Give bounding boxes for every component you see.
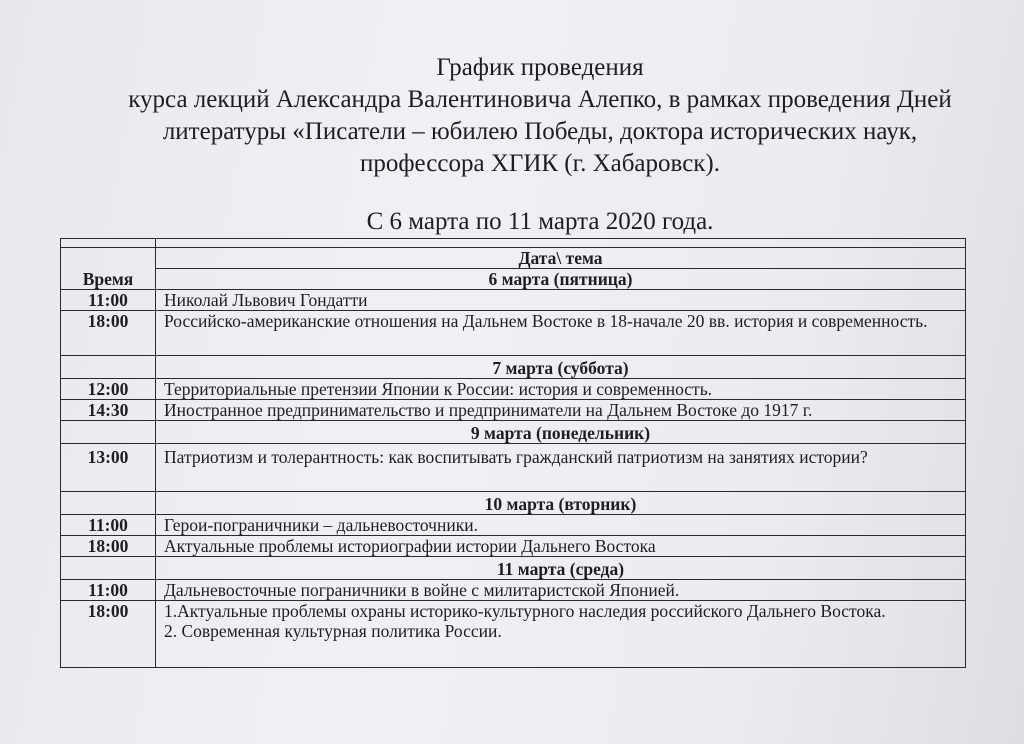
lecture-time: 11:00 (61, 290, 156, 311)
document-header (60, 52, 1020, 238)
lecture-topic: Иностранное предпринимательство и предприниматели на Дальнем Востоке до 1917 г. (156, 400, 966, 421)
table-row (61, 601, 966, 668)
table-row (61, 379, 966, 400)
empty-cell (61, 356, 156, 379)
lecture-time: 11:00 (61, 515, 156, 536)
empty-cell (61, 557, 156, 580)
table-row (61, 536, 966, 557)
lecture-time: 18:00 (61, 536, 156, 557)
lecture-topic: 2. Современная культурная политика России. (164, 621, 502, 641)
day-label: 9 марта (понедельник) (156, 421, 966, 444)
header-line: литературы «Писатели – юбилею Победы, доктора исторических наук, (162, 118, 918, 145)
empty-cell (61, 421, 156, 444)
empty-cell (156, 239, 966, 248)
empty-cell (61, 239, 156, 248)
lecture-time: 14:30 (61, 400, 156, 421)
table-row (61, 290, 966, 311)
empty-cell (61, 492, 156, 515)
lecture-topic-cell (156, 601, 966, 668)
schedule-table (60, 238, 966, 668)
table-row (61, 444, 966, 492)
lecture-topic: Актуальные проблемы историографии истории Дальнего Востока (156, 536, 966, 557)
table-row (61, 311, 966, 356)
day-row (61, 356, 966, 379)
day-label: 10 марта (вторник) (156, 492, 966, 515)
lecture-topic: Российско-американские отношения на Дальнем Востоке в 18-начале 20 вв. история и современность. (156, 311, 966, 356)
table-header-row (61, 248, 966, 269)
day-label: 6 марта (пятница) (156, 269, 966, 290)
header-line: профессора ХГИК (г. Хабаровск). (359, 150, 721, 177)
lecture-topic: 1.Актуальные проблемы охраны историко-культурного наследия российского Дальнего Востока. (164, 601, 886, 621)
day-label: 7 марта (суббота) (156, 356, 966, 379)
day-row (61, 557, 966, 580)
lecture-time: 11:00 (61, 580, 156, 601)
lecture-topic: Герои-пограничники – дальневосточники. (156, 515, 966, 536)
day-row (61, 492, 966, 515)
column-header-time: Время (61, 248, 156, 290)
table-row (61, 515, 966, 536)
day-row (61, 421, 966, 444)
day-row (61, 269, 966, 290)
lecture-time: 18:00 (61, 311, 156, 356)
date-range: С 6 марта по 11 марта 2020 года. (366, 208, 714, 235)
lecture-time: 12:00 (61, 379, 156, 400)
table-top-spacer (61, 239, 966, 248)
day-label: 11 марта (среда) (156, 557, 966, 580)
lecture-topic: Патриотизм и толерантность: как воспитывать гражданский патриотизм на занятиях истории? (156, 444, 966, 492)
table-row (61, 400, 966, 421)
lecture-time: 18:00 (61, 601, 156, 668)
lecture-time: 13:00 (61, 444, 156, 492)
lecture-topic: Территориальные претензии Японии к России: история и современность. (156, 379, 966, 400)
document-title: График проведения (436, 54, 644, 81)
lecture-topic: Николай Львович Гондатти (156, 290, 966, 311)
header-line: курса лекций Александра Валентиновича Алепко, в рамках проведения Дней (128, 86, 952, 113)
table-row (61, 580, 966, 601)
column-header-date-topic: Дата\ тема (156, 248, 966, 269)
lecture-topic: Дальневосточные пограничники в войне с милитаристской Японией. (156, 580, 966, 601)
